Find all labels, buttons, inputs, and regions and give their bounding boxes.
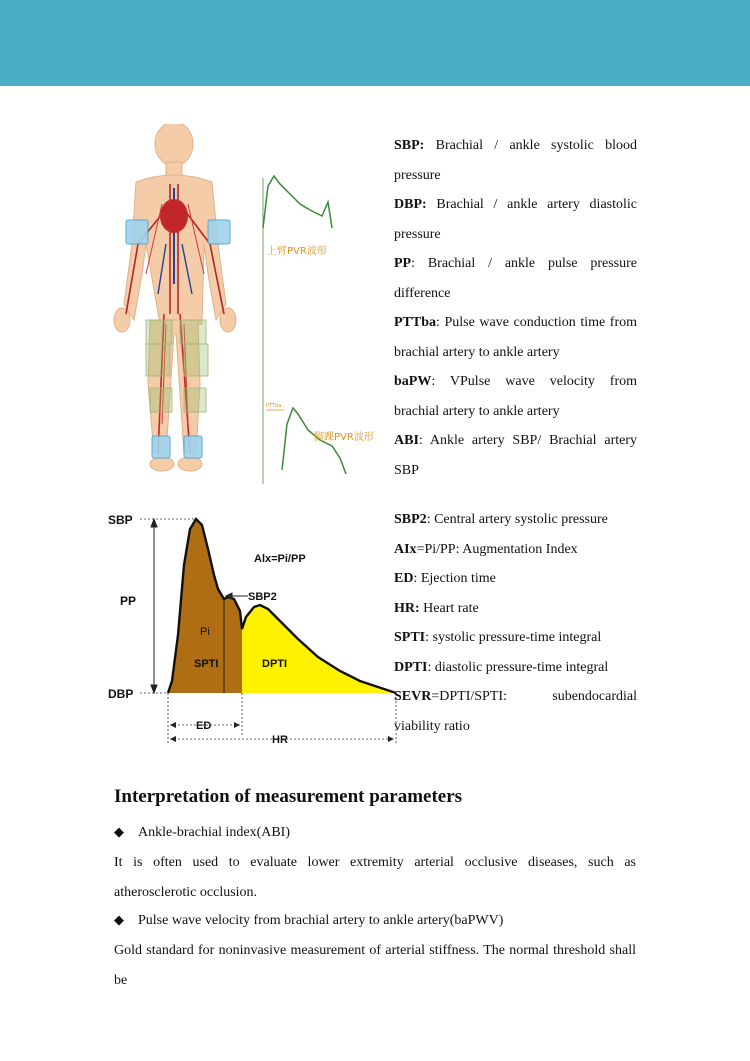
aix-label: Alx=Pi/PP xyxy=(254,553,306,565)
section-heading: Interpretation of measurement parameters xyxy=(114,786,463,807)
paragraph-bapwv: Gold standard for noninvasive measurement of arterial stiffness. The normal threshold shall be xyxy=(114,943,636,988)
pp-label: PP xyxy=(120,594,137,608)
diamond-bullet-icon: ◆ xyxy=(114,912,124,927)
header-band xyxy=(0,0,750,86)
def-sbp2: SBP2: Central artery systolic pressure xyxy=(394,512,608,527)
hr-label: HR xyxy=(272,734,288,746)
pp-arrow xyxy=(151,519,157,693)
diamond-bullet-icon: ◆ xyxy=(114,824,124,839)
upper-arm-pvr-label: 上臂PVR波形 xyxy=(267,246,327,257)
def-aix: AIx=Pi/PP: Augmentation Index xyxy=(394,541,578,557)
bullet-abi-title: Ankle-brachial index(ABI) xyxy=(138,825,290,840)
def-hr: HR: Heart rate xyxy=(394,600,479,616)
def-pp: PP: Brachial / ankle pulse pressure difference xyxy=(394,256,637,301)
def-sbp: SBP: Brachial / ankle systolic blood pressure xyxy=(394,138,637,183)
def-ed: ED: Ejection time xyxy=(394,571,496,586)
pulse-waveform-figure xyxy=(108,505,408,751)
spti-label: SPTI xyxy=(194,658,219,670)
definitions-list-1 xyxy=(394,131,637,485)
ed-label: ED xyxy=(196,720,212,732)
def-dbp: DBP: Brachial / ankle artery diastolic pressure xyxy=(394,197,637,242)
paragraph-abi: It is often used to evaluate lower extremity arterial occlusive diseases, such as atherosclerotic occlusion. xyxy=(114,855,636,900)
bullet-abi xyxy=(114,822,290,843)
body-pvr-figure xyxy=(100,124,390,490)
ankle-pvr-label: 脚踝PVR波形 xyxy=(314,432,374,443)
def-sevr: SEVR=DPTI/SPTI: subendocardial viability ratio xyxy=(394,689,637,734)
body-pvr-svg xyxy=(100,124,390,490)
dpti-label: DPTI xyxy=(262,658,288,670)
sbp2-arrow xyxy=(226,593,248,599)
sbp-label: SBP xyxy=(108,513,133,527)
def-abi: ABI: Ankle artery SBP/ Brachial artery SBP xyxy=(394,433,637,478)
sbp2-label: SBP2 xyxy=(248,591,277,603)
def-spti: SPTI: systolic pressure-time integral xyxy=(394,630,602,645)
def-dpti: DPTI: diastolic pressure-time integral xyxy=(394,659,609,675)
def-pttba: PTTba: Pulse wave conduction time from brachial artery to ankle artery xyxy=(394,315,637,360)
def-bapw: baPW: VPulse wave velocity from brachial artery to ankle artery xyxy=(394,374,637,419)
pulse-waveform-svg xyxy=(108,505,408,751)
heart-icon xyxy=(160,199,188,233)
diastolic-area xyxy=(242,605,396,693)
ptt-label: PTTba xyxy=(266,403,282,409)
definitions-list-2 xyxy=(394,505,637,741)
bullet-bapwv-title: Pulse wave velocity from brachial artery to ankle artery(baPWV) xyxy=(138,913,504,928)
dbp-label: DBP xyxy=(108,687,134,701)
pi-label: Pi xyxy=(200,626,210,638)
bullet-bapwv xyxy=(114,910,503,931)
